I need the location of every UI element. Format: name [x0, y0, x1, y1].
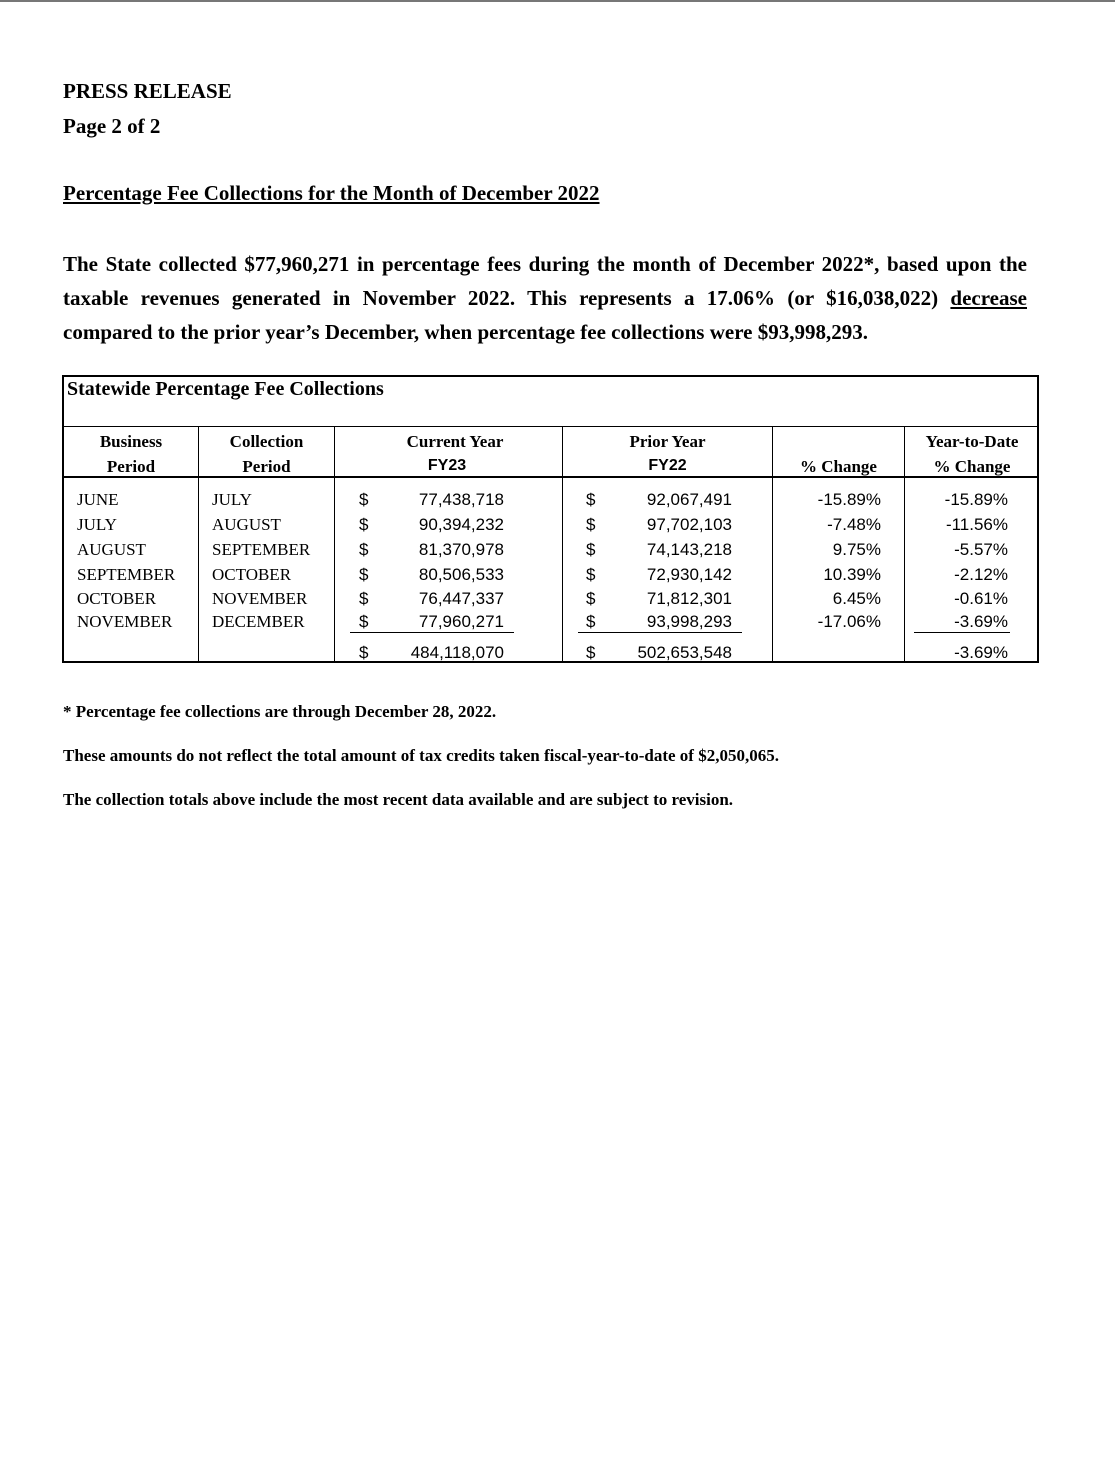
business-period: SEPTEMBER [77, 565, 176, 584]
prior-dollar-symbol: $ [586, 490, 596, 509]
percent-change-value: -7.48% [827, 515, 881, 534]
collection-period: OCTOBER [212, 565, 292, 584]
percent-change-value: -15.89% [817, 490, 881, 509]
total-current-symbol: $ [359, 643, 369, 662]
percent-change-value: 10.39% [823, 565, 881, 584]
header-collection-2: Period [242, 457, 291, 476]
prior-year-value: 92,067,491 [646, 490, 732, 509]
total-ytd-value: -3.69% [954, 643, 1008, 662]
ytd-change-value: -15.89% [944, 490, 1008, 509]
ytd-change-value: -0.61% [954, 589, 1008, 608]
ytd-change-value: -3.69% [954, 612, 1008, 631]
collection-period: SEPTEMBER [212, 540, 311, 559]
current-subtotal-rule [350, 632, 514, 633]
top-border-line [0, 0, 1115, 2]
total-prior-symbol: $ [586, 643, 596, 662]
percent-change-value: 9.75% [832, 540, 881, 559]
prior-year-value: 74,143,218 [646, 540, 732, 559]
summary-underlined-word: decrease [950, 286, 1027, 310]
current-dollar-symbol: $ [359, 612, 369, 631]
footnote-tax-credits: These amounts do not reflect the total amount of tax credits taken fiscal-year-to-date of $2,050,065. [63, 746, 779, 765]
ytd-subtotal-rule [914, 632, 1010, 633]
summary-paragraph [63, 247, 1027, 349]
collection-period: DECEMBER [212, 612, 305, 631]
ytd-change-value: -5.57% [954, 540, 1008, 559]
summary-text-1: The State collected $77,960,271 in percentage fees during the month of December 2022*, based upon the taxable revenues generated in November 2022. This represents a 17.06% (or $16,038,022) [63, 252, 1027, 310]
prior-dollar-symbol: $ [586, 540, 596, 559]
prior-year-value: 97,702,103 [646, 515, 732, 534]
document-title: Percentage Fee Collections for the Month of December 2022 [63, 181, 600, 205]
percent-change-value: 6.45% [832, 589, 881, 608]
total-current-value: 484,118,070 [410, 643, 504, 662]
header-change: % Change [800, 457, 877, 476]
business-period: JULY [77, 515, 117, 534]
header-prior-2: FY22 [648, 457, 687, 474]
footnote-revision: The collection totals above include the most recent data available and are subject to revision. [63, 790, 734, 809]
prior-year-value: 72,930,142 [646, 565, 732, 584]
press-release-label: PRESS RELEASE [63, 79, 232, 103]
current-year-value: 77,960,271 [418, 612, 504, 631]
collections-table [62, 375, 1039, 663]
header-collection-1: Collection [229, 432, 304, 451]
business-period: OCTOBER [77, 589, 157, 608]
header-prior-1: Prior Year [629, 432, 706, 451]
current-year-value: 90,394,232 [418, 515, 504, 534]
ytd-change-value: -11.56% [945, 515, 1008, 534]
collection-period: NOVEMBER [212, 589, 308, 608]
business-period: AUGUST [77, 540, 146, 559]
current-dollar-symbol: $ [359, 565, 369, 584]
business-period: JUNE [77, 490, 119, 509]
prior-year-value: 71,812,301 [646, 589, 732, 608]
current-year-value: 76,447,337 [418, 589, 504, 608]
prior-dollar-symbol: $ [586, 589, 596, 608]
total-prior-value: 502,653,548 [637, 643, 732, 662]
current-dollar-symbol: $ [359, 515, 369, 534]
business-period: NOVEMBER [77, 612, 173, 631]
current-dollar-symbol: $ [359, 490, 369, 509]
prior-dollar-symbol: $ [586, 565, 596, 584]
footnote-collections-date: * Percentage fee collections are through December 28, 2022. [63, 702, 497, 721]
current-dollar-symbol: $ [359, 540, 369, 559]
header-business-1: Business [99, 432, 163, 451]
current-year-value: 77,438,718 [418, 490, 504, 509]
current-dollar-symbol: $ [359, 589, 369, 608]
summary-text-2: compared to the prior year’s December, when percentage fee collections were $93,998,293. [63, 320, 868, 344]
header-current-1: Current Year [406, 432, 504, 451]
prior-subtotal-rule [578, 632, 742, 633]
collection-period: JULY [212, 490, 252, 509]
header-ytd-1: Year-to-Date [925, 432, 1019, 451]
prior-dollar-symbol: $ [586, 612, 596, 631]
header-ytd-2: % Change [933, 457, 1011, 476]
header-current-2: FY23 [427, 457, 467, 474]
table-header-top-rule [63, 426, 1039, 427]
current-year-value: 80,506,533 [418, 565, 504, 584]
current-year-value: 81,370,978 [418, 540, 504, 559]
prior-dollar-symbol: $ [586, 515, 596, 534]
ytd-change-value: -2.12% [954, 565, 1008, 584]
collection-period: AUGUST [212, 515, 281, 534]
percent-change-value: -17.06% [817, 612, 881, 631]
page-number: Page 2 of 2 [63, 114, 161, 138]
header-business-2: Period [106, 457, 156, 476]
prior-year-value: 93,998,293 [646, 612, 732, 631]
table-title: Statewide Percentage Fee Collections [67, 378, 384, 400]
